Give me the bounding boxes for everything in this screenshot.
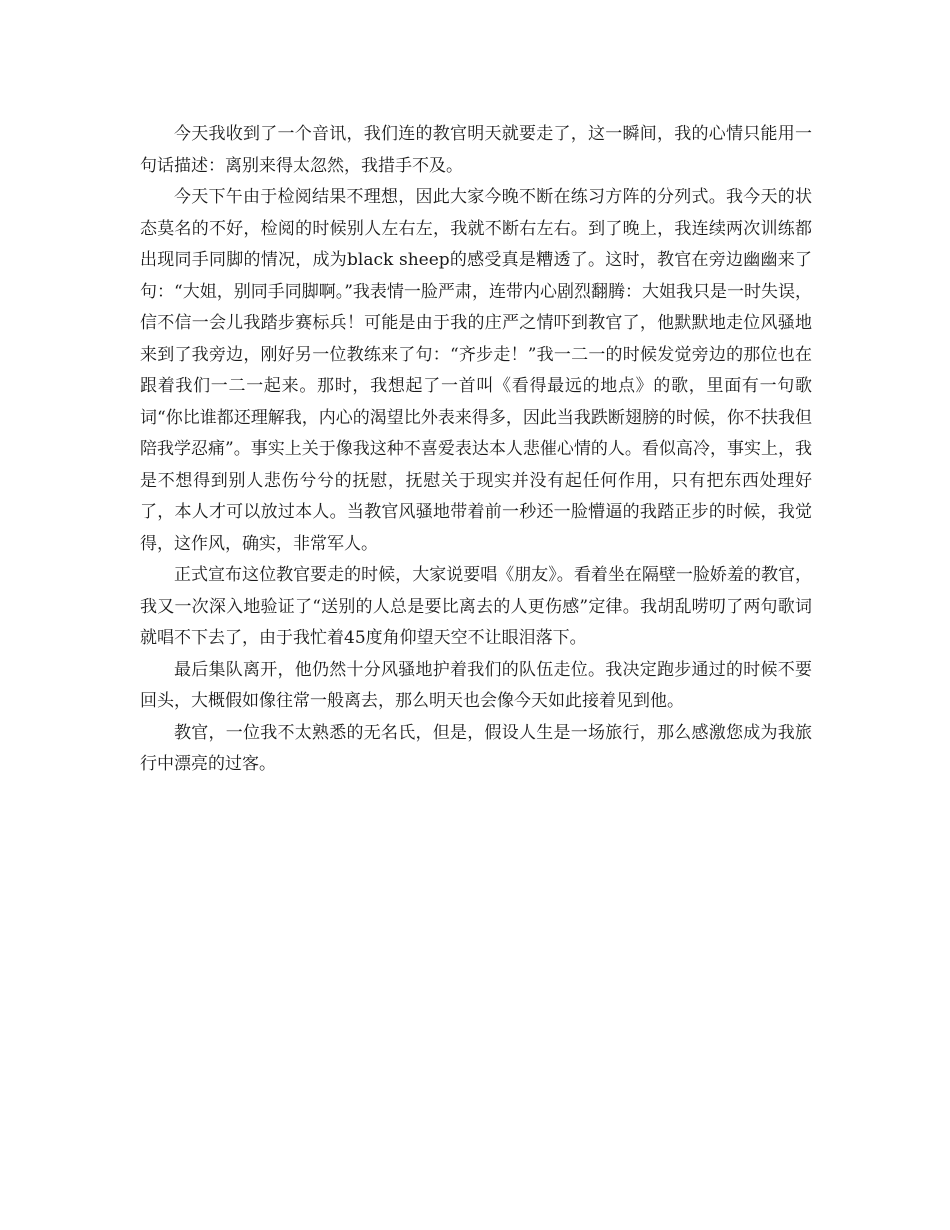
paragraph-5: 教官，一位我不太熟悉的无名氏，但是，假设人生是一场旅行，那么感激您成为我旅行中漂亮的过客。: [140, 722, 812, 774]
paragraph-2: 今天下午由于检阅结果不理想，因此大家今晚不断在练习方阵的分列式。我今天的状态莫名的不好，检阅的时候别人左右左，我就不断右左右。到了晚上，我连续两次训练都出现同手同脚的情况，成为black sheep的感受真是糟透了。这时，教官在旁边幽幽来了句：“大姐，别同手同脚啊。”我表情一脸严肃，连带内心剧烈翻腾：大姐我只是一时失误，信不信一会儿我踏步赛标兵！可能是由于我的庄严之情吓到教官了，他默默地走位风骚地来到了我旁边，刚好另一位教练来了句：“齐步走！”我一二一的时候发觉旁边的那位也在跟着我们一二一起来。那时，我想起了一首叫《看得最远的地点》的歌，里面有一句歌词“你比谁都还理解我，内心的渴望比外表来得多，因此当我跌断翅膀的时候，你不扶我但陪我学忍痛”。事实上关于像我这种不喜爱表达本人悲催心情的人。看似高冷，事实上，我是不想得到别人悲伤兮兮的抚慰，抚慰关于现实并没有起任何作用，只有把东西处理好了，本人才可以放过本人。当教官风骚地带着前一秒还一脸懵逼的我踏正步的时候，我觉得，这作风，确实，非常军人。: [140, 187, 812, 554]
paragraph-1: 今天我收到了一个音讯，我们连的教官明天就要走了，这一瞬间，我的心情只能用一句话描述：离别来得太忽然，我措手不及。: [140, 124, 812, 176]
paragraph-4: 最后集队离开，他仍然十分风骚地护着我们的队伍走位。我决定跑步通过的时候不要回头，大概假如像往常一般离去，那么明天也会像今天如此接着见到他。: [140, 659, 812, 711]
document-body: [140, 119, 812, 781]
paragraph-3: 正式宣布这位教官要走的时候，大家说要唱《朋友》。看着坐在隔壁一脸娇羞的教官，我又一次深入地验证了“送别的人总是要比离去的人更伤感”定律。我胡乱唠叨了两句歌词就唱不下去了，由于我忙着45度角仰望天空不让眼泪落下。: [140, 565, 812, 648]
